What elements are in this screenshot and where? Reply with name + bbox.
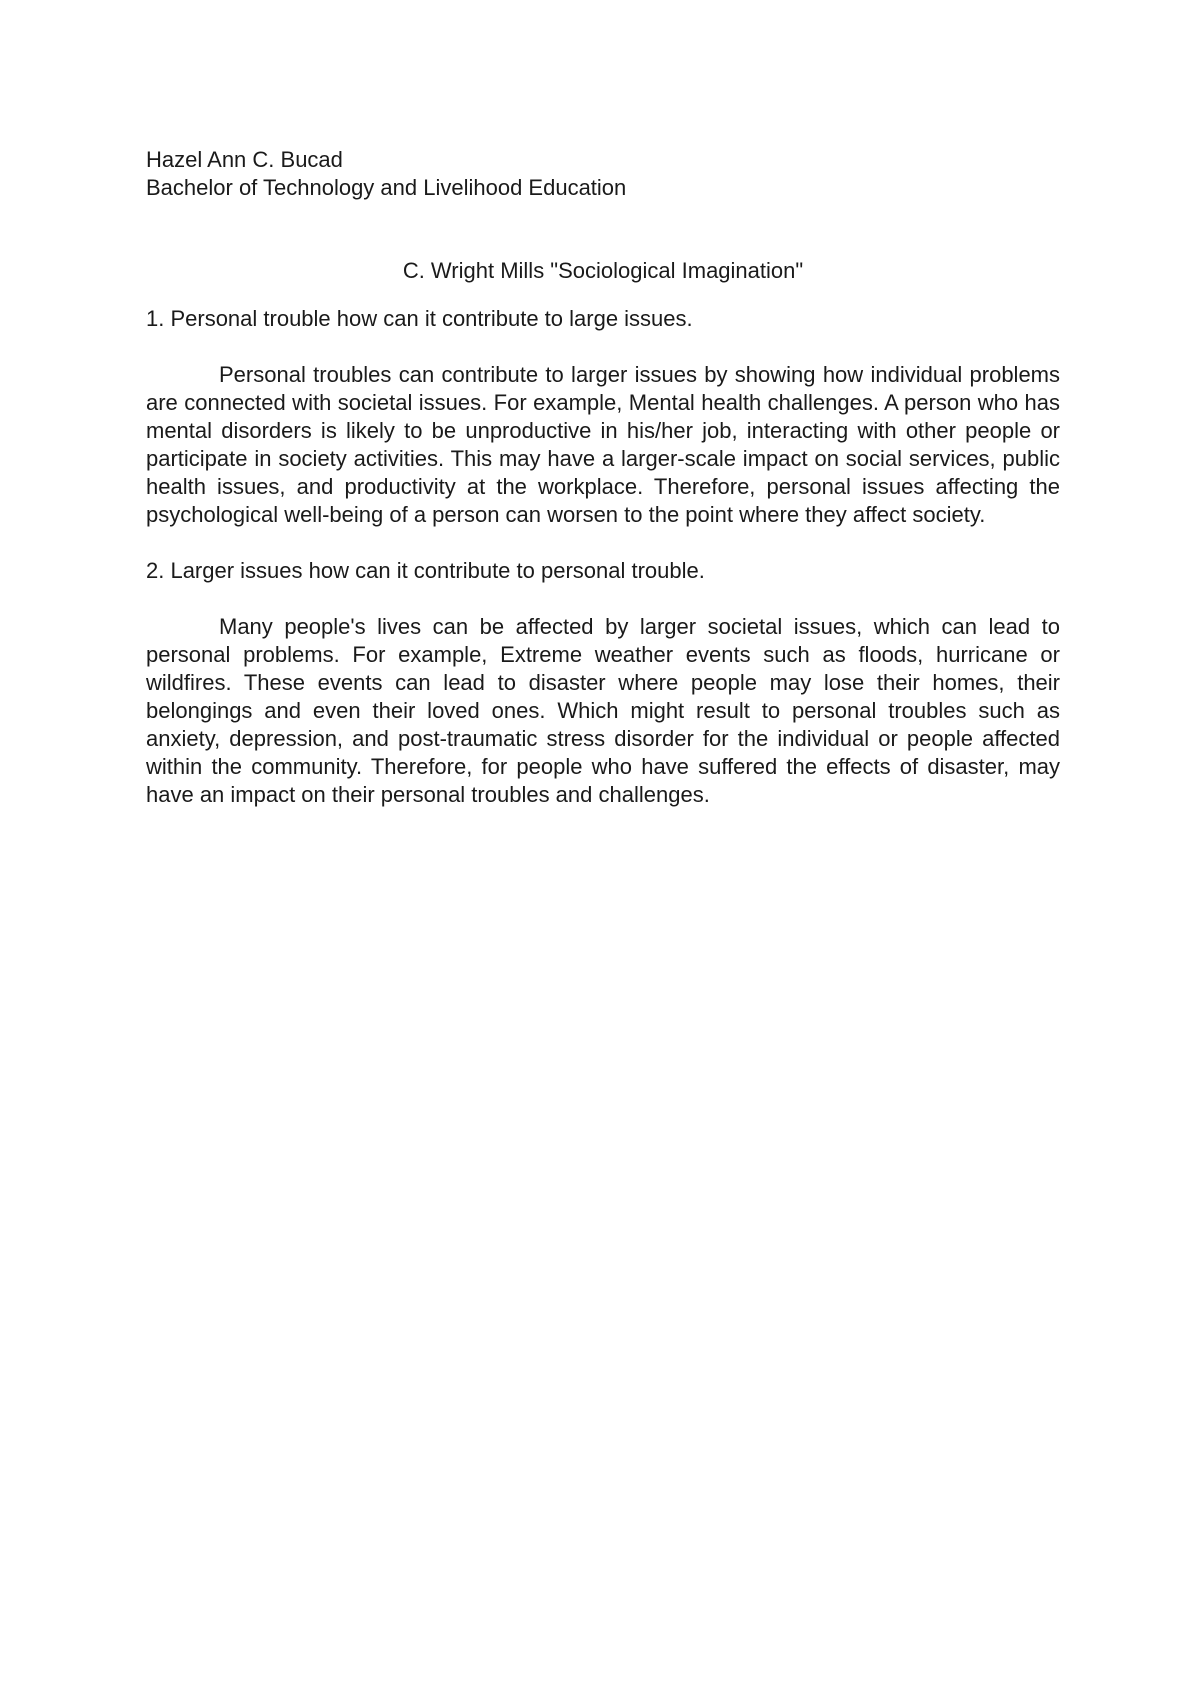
document-body	[146, 146, 1060, 809]
answer-1-paragraph: Personal troubles can contribute to larger issues by showing how individual problems are connected with societal issues. For example, Mental health challenges. A person who has mental disorders is likely to be unproductive in his/her job, interacting with other people or participate in society activities. This may have a larger-scale impact on social services, public health issues, and productivity at the workplace. Therefore, personal issues affecting the psychological well-being of a person can worsen to the point where they affect society.	[146, 362, 1060, 527]
author-name: Hazel Ann C. Bucad	[146, 147, 343, 172]
question-1: 1. Personal trouble how can it contribute to large issues.	[146, 306, 693, 331]
program-name: Bachelor of Technology and Livelihood Education	[146, 175, 627, 200]
question-2: 2. Larger issues how can it contribute to personal trouble.	[146, 558, 705, 583]
document-title: C. Wright Mills "Sociological Imagination"	[402, 258, 804, 283]
answer-2-paragraph: Many people's lives can be affected by larger societal issues, which can lead to personal problems. For example, Extreme weather events such as floods, hurricane or wildfires. These events can lead to disaster where people may lose their homes, their belongings and even their loved ones. Which might result to personal troubles such as anxiety, depression, and post-traumatic stress disorder for the individual or people affected within the community. Therefore, for people who have suffered the effects of disaster, may have an impact on their personal troubles and challenges.	[146, 614, 1060, 807]
